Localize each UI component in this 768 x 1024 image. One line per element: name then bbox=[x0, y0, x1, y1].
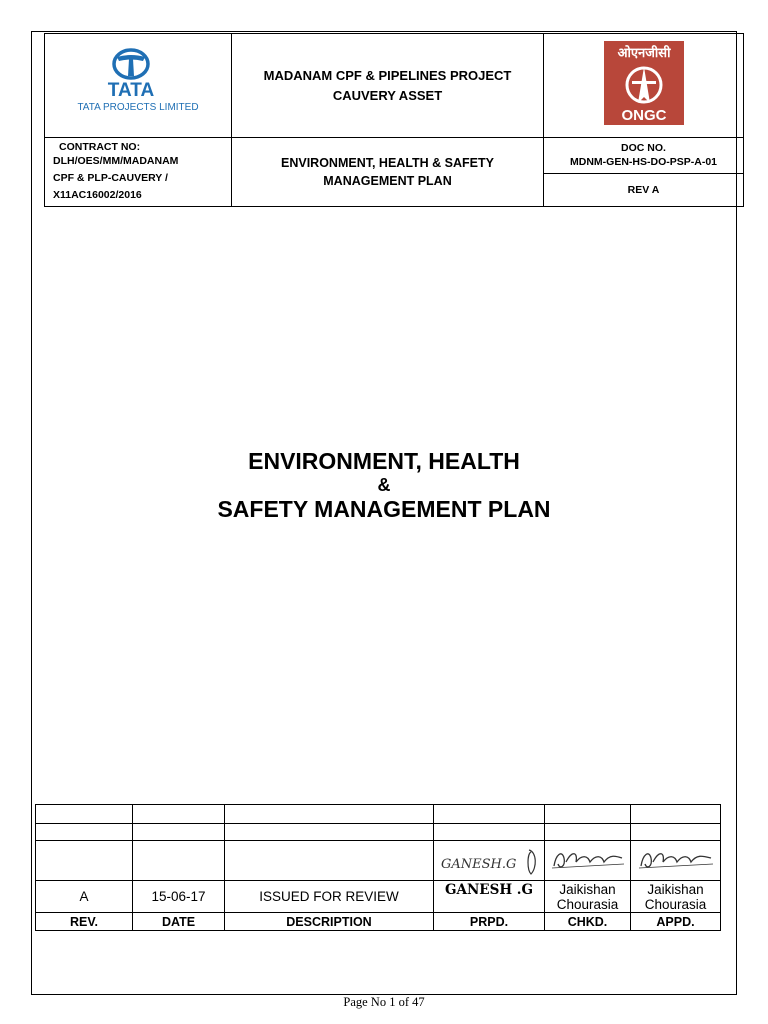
revision-history-table bbox=[35, 804, 721, 931]
title-line-2: SAFETY MANAGEMENT PLAN bbox=[217, 496, 551, 522]
ongc-logo-cell bbox=[544, 34, 744, 138]
tata-logo-cell bbox=[45, 34, 232, 138]
tata-projects-logo bbox=[63, 48, 213, 118]
table-header-row bbox=[36, 913, 721, 931]
rev-value: A bbox=[36, 881, 133, 913]
appd-last-name: Chourasia bbox=[644, 896, 707, 912]
document-title bbox=[0, 447, 768, 523]
appd-value bbox=[631, 881, 721, 913]
appd-signature-cell bbox=[631, 841, 721, 881]
prpd-signature-cell bbox=[434, 841, 545, 881]
contract-number-line-1: DLH/OES/MM/MADANAM bbox=[53, 155, 179, 167]
ongc-hindi-text: ओएनजीसी bbox=[617, 46, 670, 61]
signature-row bbox=[36, 841, 721, 881]
page-number: Page No 1 of 47 bbox=[343, 995, 425, 1009]
header-chkd: CHKD. bbox=[545, 913, 631, 931]
header-rev: REV. bbox=[36, 913, 133, 931]
contract-number-line-2: CPF & PLP-CAUVERY / bbox=[53, 172, 168, 184]
chkd-signature-cell bbox=[545, 841, 631, 881]
date-value: 15-06-17 bbox=[133, 881, 225, 913]
header-description: DESCRIPTION bbox=[225, 913, 434, 931]
plan-title-cell bbox=[232, 138, 544, 207]
prpd-value: GANESH .G bbox=[434, 881, 545, 913]
chkd-first-name: Jaikishan bbox=[559, 881, 616, 897]
document-header-table bbox=[44, 33, 744, 207]
tata-logo-wordmark: TATA bbox=[107, 80, 155, 101]
table-row bbox=[36, 881, 721, 913]
appd-signature bbox=[635, 844, 717, 878]
ongc-logo bbox=[604, 41, 684, 125]
contract-cell bbox=[45, 138, 232, 207]
title-line-1: ENVIRONMENT, HEALTH bbox=[248, 448, 520, 474]
table-row bbox=[36, 824, 721, 841]
doc-number-label: DOC NO. bbox=[621, 142, 666, 155]
prpd-signature bbox=[437, 844, 541, 878]
project-title-cell bbox=[232, 34, 544, 138]
ongc-wordmark: ONGC bbox=[621, 107, 666, 124]
chkd-signature bbox=[548, 844, 628, 878]
tata-logo-subtext: TATA PROJECTS LIMITED bbox=[77, 102, 199, 113]
revision-cell: REV A bbox=[544, 173, 744, 206]
project-line-1: MADANAM CPF & PIPELINES PROJECT bbox=[263, 67, 512, 83]
prpd-signature-text: GANESH.G bbox=[441, 856, 517, 872]
plan-title-line-1: ENVIRONMENT, HEALTH & SAFETY bbox=[281, 156, 494, 170]
project-line-2: CAUVERY ASSET bbox=[332, 87, 443, 103]
plan-title-line-2: MANAGEMENT PLAN bbox=[323, 174, 452, 188]
doc-number-cell bbox=[544, 138, 744, 174]
header-prpd: PRPD. bbox=[434, 913, 545, 931]
contract-number-line-3: X11AC16002/2016 bbox=[53, 189, 142, 201]
header-date: DATE bbox=[133, 913, 225, 931]
chkd-value bbox=[545, 881, 631, 913]
chkd-last-name: Chourasia bbox=[556, 896, 619, 912]
description-value: ISSUED FOR REVIEW bbox=[225, 881, 434, 913]
doc-number: MDNM-GEN-HS-DO-PSP-A-01 bbox=[570, 156, 717, 169]
header-appd: APPD. bbox=[631, 913, 721, 931]
appd-first-name: Jaikishan bbox=[647, 881, 704, 897]
title-ampersand: & bbox=[377, 475, 391, 495]
contract-label: CONTRACT NO: bbox=[59, 141, 141, 153]
table-row bbox=[36, 805, 721, 824]
